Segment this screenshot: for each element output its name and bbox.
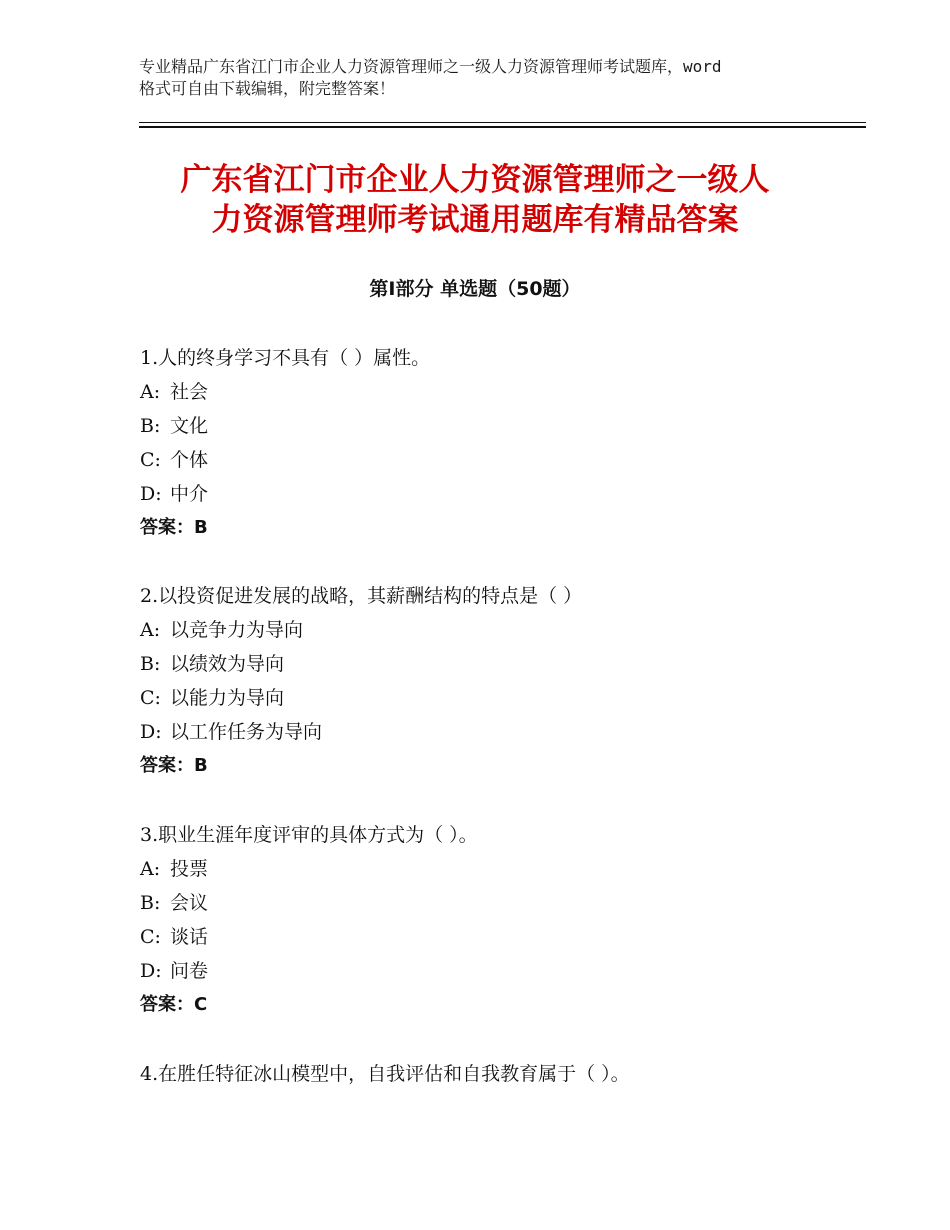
- title-line: 广东省江门市企业人力资源管理师之一级人: [180, 162, 770, 198]
- answer-option: [140, 613, 860, 647]
- option-text: 会议: [170, 892, 209, 914]
- option-text: 谈话: [170, 926, 209, 948]
- option-key: D:: [140, 960, 162, 982]
- answer-key: 答案：B: [140, 517, 208, 538]
- option-text: 社会: [170, 381, 209, 403]
- option-text: 文化: [170, 415, 209, 437]
- answer-option: [140, 477, 860, 511]
- option-text: 以竞争力为导向: [170, 619, 304, 641]
- option-text: 以能力为导向: [170, 687, 285, 709]
- answer-option: [140, 647, 860, 681]
- answer-option: [140, 920, 860, 954]
- option-key: A:: [140, 858, 161, 880]
- header-divider: [139, 126, 866, 128]
- question-block: [140, 579, 860, 783]
- option-text: 以工作任务为导向: [170, 721, 323, 743]
- option-key: C:: [140, 449, 161, 471]
- answer-option: [140, 715, 860, 749]
- question-stem: 1.人的终身学习不具有（ ）属性。: [140, 347, 431, 369]
- question-stem: 2.以投资促进发展的战略，其薪酬结构的特点是（ ）: [140, 585, 583, 607]
- header-note-line: 专业精品广东省江门市企业人力资源管理师之一级人力资源管理师考试题库，word: [139, 57, 722, 76]
- option-text: 以绩效为导向: [170, 653, 285, 675]
- header-divider: [139, 122, 866, 123]
- option-key: D:: [140, 483, 162, 505]
- answer-option: [140, 681, 860, 715]
- header-note: [139, 56, 829, 100]
- option-text: 投票: [170, 858, 209, 880]
- option-text: 问卷: [170, 960, 209, 982]
- option-key: A:: [140, 381, 161, 403]
- answer-option: [140, 852, 860, 886]
- question-block: [140, 341, 860, 545]
- question-block: [140, 1057, 860, 1091]
- question-stem: 4.在胜任特征冰山模型中，自我评估和自我教育属于（ ）。: [140, 1063, 630, 1085]
- option-key: C:: [140, 687, 161, 709]
- answer-key: 答案：C: [140, 994, 208, 1015]
- option-text: 中介: [170, 483, 209, 505]
- answer-option: [140, 886, 860, 920]
- option-key: B:: [140, 653, 161, 675]
- option-key: A:: [140, 619, 161, 641]
- answer-option: [140, 409, 860, 443]
- answer-option: [140, 954, 860, 988]
- option-key: C:: [140, 926, 161, 948]
- option-key: B:: [140, 415, 161, 437]
- question-block: [140, 818, 860, 1022]
- answer-option: [140, 443, 860, 477]
- question-stem: 3.职业生涯年度评审的具体方式为（ ）。: [140, 824, 478, 846]
- option-key: B:: [140, 892, 161, 914]
- answer-key: 答案：B: [140, 755, 208, 776]
- section-heading: 第Ⅰ部分 单选题（50题）: [369, 278, 581, 300]
- document-title: [0, 160, 950, 240]
- answer-option: [140, 375, 860, 409]
- option-key: D:: [140, 721, 162, 743]
- header-note-line: 格式可自由下载编辑，附完整答案！: [139, 79, 396, 98]
- title-line: 力资源管理师考试通用题库有精品答案: [211, 202, 739, 238]
- option-text: 个体: [170, 449, 209, 471]
